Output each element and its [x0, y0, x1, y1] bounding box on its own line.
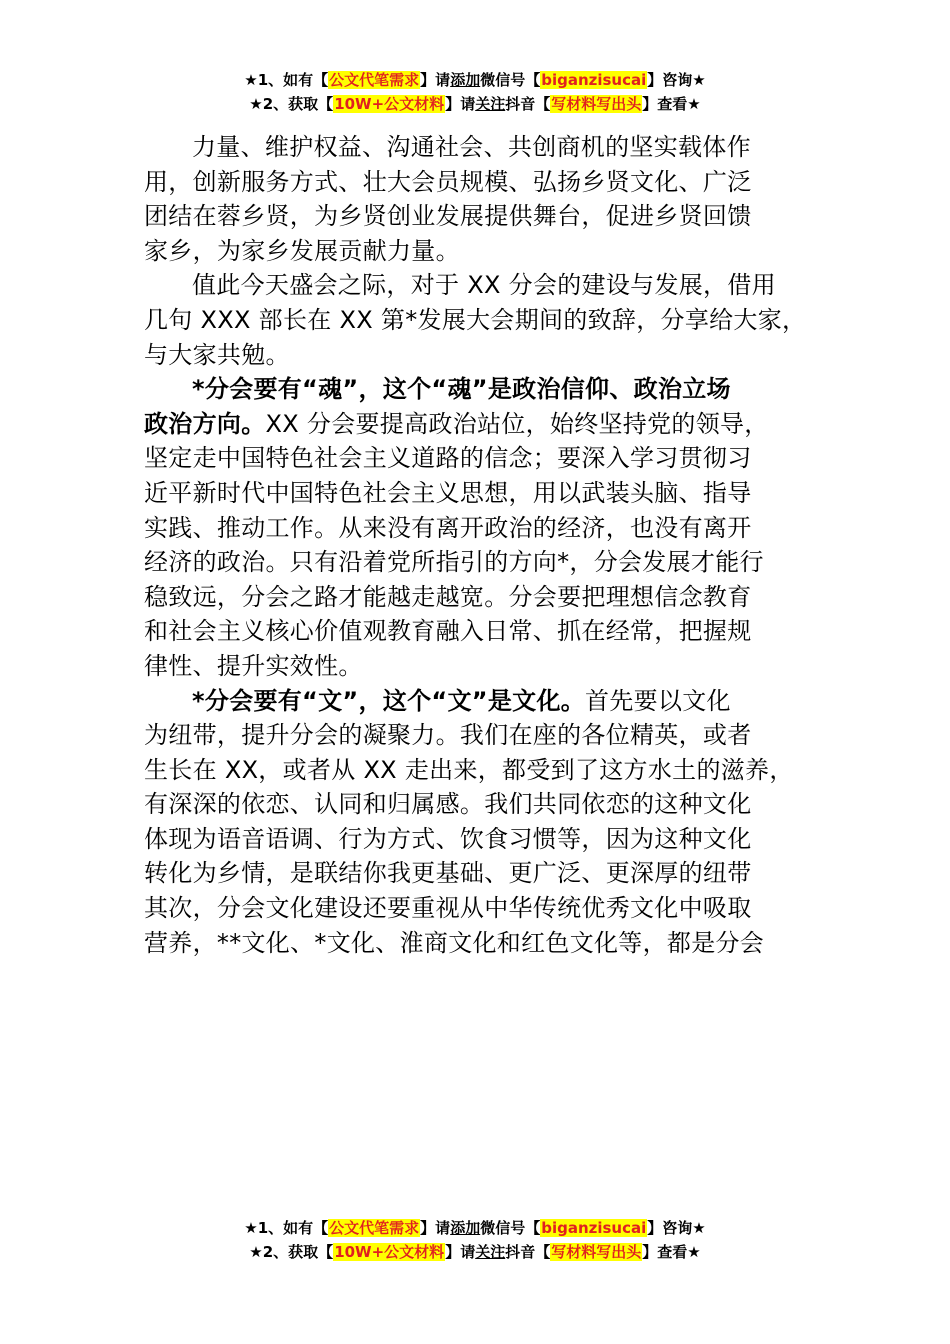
text-line: 为纽带，提升分会的凝聚力。我们在座的各位精英，或者: [144, 721, 752, 750]
text-line: 近平新时代中国特色社会主义思想，用以武装头脑、指导: [144, 478, 752, 507]
paragraph-3: [144, 372, 824, 683]
highlight-douyin: 写材料写出头: [551, 1243, 642, 1261]
banner-line-2: [0, 92, 950, 116]
highlight-douyin: 写材料写出头: [551, 95, 642, 113]
text-line: 坚定走中国特色社会主义道路的信念；要深入学习贯彻习: [144, 444, 752, 473]
section-heading: *分会要有“魂”，这个“魂”是政治信仰、政治立场: [192, 375, 731, 404]
paragraph-1: [144, 130, 824, 268]
highlight-wechat-id: biganzisucai: [541, 1219, 647, 1237]
banner-text: 微信号【: [480, 71, 541, 89]
highlight-materials: 10W+公文材料: [334, 1243, 445, 1261]
underlined-text: 添加: [450, 71, 481, 89]
text-line: 经济的政治。只有沿着党所指引的方向*，分会发展才能行: [144, 548, 764, 577]
banner-text: ★1、如有【: [244, 1219, 329, 1237]
banner-line-1: [0, 68, 950, 92]
banner-text: 】查看★: [642, 95, 701, 113]
text-line: 稳致远，分会之路才能越走越宽。分会要把理想信念教育: [144, 582, 752, 611]
text-line: 与大家共勉。: [144, 340, 290, 369]
banner-text: 】请: [445, 95, 476, 113]
text-line: 体现为语音语调、行为方式、饮食习惯等，因为这种文化: [144, 824, 752, 853]
header-banner: [0, 68, 950, 116]
underlined-text: 关注: [475, 1243, 506, 1261]
banner-text: 】查看★: [642, 1243, 701, 1261]
banner-text: ★2、获取【: [249, 1243, 334, 1261]
paragraph-2: [144, 268, 824, 372]
banner-text: 】请: [420, 1219, 451, 1237]
banner-text: 抖音【: [505, 1243, 551, 1261]
text-line: XX 分会要提高政治站位，始终坚持党的领导，: [265, 409, 769, 438]
highlight-service: 公文代笔需求: [329, 1219, 420, 1237]
text-line: 实践、推动工作。从来没有离开政治的经济，也没有离开: [144, 513, 752, 542]
banner-text: 】请: [420, 71, 451, 89]
banner-text: 抖音【: [505, 95, 551, 113]
text-line: 其次，分会文化建设还要重视从中华传统优秀文化中吸取: [144, 894, 752, 923]
document-body: [144, 130, 824, 960]
text-line: 用，创新服务方式、壮大会员规模、弘扬乡贤文化、广泛: [144, 167, 752, 196]
banner-text: ★2、获取【: [249, 95, 334, 113]
banner-line-1: [0, 1216, 950, 1240]
underlined-text: 关注: [475, 95, 506, 113]
text-line: 几句 XXX 部长在 XX 第*发展大会期间的致辞，分享给大家，: [144, 305, 807, 334]
underlined-text: 添加: [450, 1219, 481, 1237]
banner-text: 】咨询★: [647, 71, 706, 89]
footer-banner: [0, 1216, 950, 1264]
section-heading: 政治方向。: [144, 409, 266, 438]
text-line: 值此今天盛会之际，对于 XX 分会的建设与发展，借用: [192, 271, 776, 300]
banner-text: ★1、如有【: [244, 71, 329, 89]
text-line: 首先要以文化: [585, 686, 731, 715]
text-line: 律性、提升实效性。: [144, 651, 363, 680]
text-line: 转化为乡情，是联结你我更基础、更广泛、更深厚的纽带: [144, 859, 752, 888]
paragraph-4: [144, 684, 824, 961]
highlight-service: 公文代笔需求: [329, 71, 420, 89]
highlight-materials: 10W+公文材料: [334, 95, 445, 113]
text-line: 营养，**文化、*文化、淮商文化和红色文化等，都是分会: [144, 928, 765, 957]
banner-line-2: [0, 1240, 950, 1264]
text-line: 生长在 XX，或者从 XX 走出来，都受到了这方水土的滋养，: [144, 755, 794, 784]
banner-text: 】请: [445, 1243, 476, 1261]
text-line: 力量、维护权益、沟通社会、共创商机的坚实载体作: [192, 133, 751, 161]
highlight-wechat-id: biganzisucai: [541, 71, 647, 89]
section-heading: *分会要有“文”，这个“文”是文化。: [192, 686, 586, 715]
banner-text: 微信号【: [480, 1219, 541, 1237]
text-line: 有深深的依恋、认同和归属感。我们共同依恋的这种文化: [144, 790, 752, 819]
text-line: 家乡，为家乡发展贡献力量。: [144, 236, 460, 265]
text-line: 和社会主义核心价值观教育融入日常、抓在经常，把握规: [144, 617, 752, 646]
banner-text: 】咨询★: [647, 1219, 706, 1237]
text-line: 团结在蓉乡贤，为乡贤创业发展提供舞台，促进乡贤回馈: [144, 202, 752, 231]
